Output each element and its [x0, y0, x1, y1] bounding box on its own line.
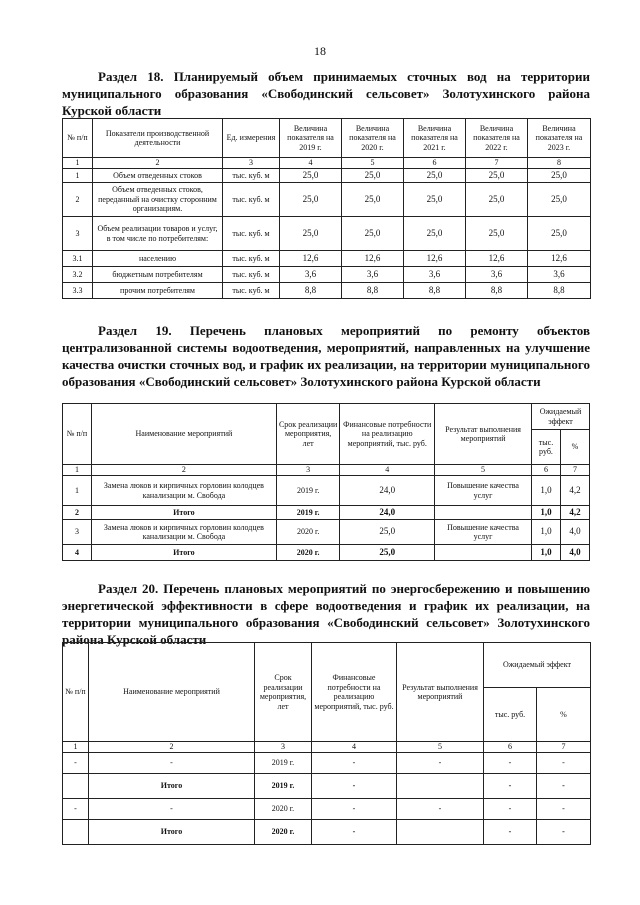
section-20-table [62, 642, 591, 845]
financing: - [312, 799, 397, 820]
activity-name: - [89, 799, 255, 820]
unit: тыс. куб. м [223, 283, 280, 299]
effect-rub: - [484, 774, 537, 799]
header-cell: Финансовые потребности на реализацию мероприятий, тыс. руб. [340, 404, 435, 465]
value-2022: 25,0 [466, 169, 528, 183]
indicator-name: бюджетным потребителям [93, 267, 223, 283]
indicator-name: Объем отведенных стоков, переданный на очистку сторонним организациям. [93, 183, 223, 217]
indicator-name: населению [93, 251, 223, 267]
activity-name: Замена люков и кирпичных горловин колодцев канализации м. Свобода [91, 476, 276, 506]
column-number: 3 [255, 742, 312, 753]
effect-percent: - [537, 753, 591, 774]
row-number: 3.1 [63, 251, 93, 267]
activity-name: Итого [91, 506, 276, 520]
column-number-row [63, 465, 590, 476]
section-20-heading: Раздел 20. Перечень плановых мероприятий по энергосбережению и повышению энергетической эффективности в сфере водоотведения и график их реализации, на территории муниципального образования «Свободинский сельсовет» Золотухинского района Курской области [62, 581, 590, 647]
effect-rub: - [484, 753, 537, 774]
unit: тыс. куб. м [223, 267, 280, 283]
header-cell: Величина показателя на 2021 г. [404, 119, 466, 158]
column-number: 7 [466, 158, 528, 169]
table-row [63, 545, 590, 561]
row-number [63, 820, 89, 845]
row-number: - [63, 799, 89, 820]
period: 2020 г. [255, 799, 312, 820]
section-19-table [62, 403, 590, 561]
indicator-name: Объем реализации товаров и услуг, в том числе по потребителям: [93, 217, 223, 251]
value-2020: 8,8 [342, 283, 404, 299]
result [435, 506, 532, 520]
header-cell: № п/п [63, 119, 93, 158]
unit: тыс. куб. м [223, 169, 280, 183]
table-row [63, 283, 591, 299]
value-2022: 3,6 [466, 267, 528, 283]
column-number: 6 [484, 742, 537, 753]
header-cell: № п/п [63, 643, 89, 742]
header-cell: Ожидаемый эффект [532, 404, 590, 430]
header-cell: Срок реализации мероприятия, лет [255, 643, 312, 742]
period: 2020 г. [276, 545, 340, 561]
activity-name: Итого [89, 820, 255, 845]
value-2020: 12,6 [342, 251, 404, 267]
value-2021: 8,8 [404, 283, 466, 299]
column-number: 2 [93, 158, 223, 169]
row-number: 4 [63, 545, 92, 561]
row-number: 2 [63, 183, 93, 217]
column-number: 8 [528, 158, 591, 169]
effect-percent: - [537, 799, 591, 820]
activity-name: - [89, 753, 255, 774]
column-number-row [63, 158, 591, 169]
header-cell: Показатели производственной деятельности [93, 119, 223, 158]
value-2023: 3,6 [528, 267, 591, 283]
section-18-table [62, 118, 591, 299]
value-2022: 12,6 [466, 251, 528, 267]
row-number: 2 [63, 506, 92, 520]
header-cell: Величина показателя на 2022 г. [466, 119, 528, 158]
header-cell: Результат выполнения мероприятий [435, 404, 532, 465]
row-number: 1 [63, 476, 92, 506]
result [435, 545, 532, 561]
value-2021: 25,0 [404, 217, 466, 251]
column-number: 5 [342, 158, 404, 169]
financing: 25,0 [340, 545, 435, 561]
column-number: 3 [276, 465, 340, 476]
table-row [63, 251, 591, 267]
header-cell: % [537, 688, 591, 742]
financing: - [312, 820, 397, 845]
period: 2020 г. [255, 820, 312, 845]
header-cell: Ед. измерения [223, 119, 280, 158]
activity-name: Итого [89, 774, 255, 799]
effect-rub: 1,0 [532, 520, 561, 545]
effect-rub: - [484, 820, 537, 845]
header-cell: % [560, 430, 589, 465]
value-2021: 25,0 [404, 183, 466, 217]
row-number: 1 [63, 169, 93, 183]
table-header-row [63, 404, 590, 430]
column-number: 6 [532, 465, 561, 476]
row-number: 3.2 [63, 267, 93, 283]
effect-percent: 4,2 [560, 506, 589, 520]
page-number: 18 [314, 44, 326, 58]
effect-rub: 1,0 [532, 476, 561, 506]
column-number: 4 [280, 158, 342, 169]
value-2020: 3,6 [342, 267, 404, 283]
value-2022: 25,0 [466, 217, 528, 251]
table-header-row [63, 119, 591, 158]
activity-name: Итого [91, 545, 276, 561]
table-row [63, 169, 591, 183]
table-row [63, 520, 590, 545]
effect-percent: - [537, 820, 591, 845]
table-row [63, 799, 591, 820]
column-number: 2 [91, 465, 276, 476]
period: 2019 г. [276, 476, 340, 506]
table-row [63, 820, 591, 845]
header-cell: Величина показателя на 2023 г. [528, 119, 591, 158]
column-number: 2 [89, 742, 255, 753]
table-row [63, 183, 591, 217]
header-cell: тыс. руб. [484, 688, 537, 742]
column-number: 7 [560, 465, 589, 476]
financing: 25,0 [340, 520, 435, 545]
value-2022: 25,0 [466, 183, 528, 217]
value-2023: 25,0 [528, 169, 591, 183]
value-2019: 3,6 [280, 267, 342, 283]
value-2023: 12,6 [528, 251, 591, 267]
value-2019: 25,0 [280, 169, 342, 183]
financing: - [312, 753, 397, 774]
header-cell: Величина показателя на 2019 г. [280, 119, 342, 158]
header-cell: Величина показателя на 2020 г. [342, 119, 404, 158]
unit: тыс. куб. м [223, 217, 280, 251]
column-number: 1 [63, 742, 89, 753]
table-row [63, 217, 591, 251]
indicator-name: Объем отведенных стоков [93, 169, 223, 183]
column-number: 1 [63, 465, 92, 476]
value-2021: 3,6 [404, 267, 466, 283]
value-2021: 25,0 [404, 169, 466, 183]
column-number: 6 [404, 158, 466, 169]
effect-rub: - [484, 799, 537, 820]
value-2022: 8,8 [466, 283, 528, 299]
header-cell: тыс. руб. [532, 430, 561, 465]
result: - [397, 799, 484, 820]
table-row [63, 267, 591, 283]
header-cell: Наименование мероприятий [91, 404, 276, 465]
value-2019: 25,0 [280, 217, 342, 251]
financing: 24,0 [340, 476, 435, 506]
table-row [63, 753, 591, 774]
section-19-heading: Раздел 19. Перечень плановых мероприятий по ремонту объектов централизованной системы водоотведения, мероприятий, направленных на улучшение качества очистки сточных вод, и график их реализации, на территории муниципального образования «Свободинский сельсовет» Золотухинского района Курской области [62, 323, 590, 389]
period: 2019 г. [276, 506, 340, 520]
column-number: 1 [63, 158, 93, 169]
value-2023: 25,0 [528, 217, 591, 251]
result: - [397, 753, 484, 774]
value-2021: 12,6 [404, 251, 466, 267]
table-row [63, 774, 591, 799]
activity-name: Замена люков и кирпичных горловин колодцев канализации м. Свобода [91, 520, 276, 545]
value-2019: 12,6 [280, 251, 342, 267]
column-number-row [63, 742, 591, 753]
financing: - [312, 774, 397, 799]
effect-rub: 1,0 [532, 506, 561, 520]
value-2019: 8,8 [280, 283, 342, 299]
indicator-name: прочим потребителям [93, 283, 223, 299]
unit: тыс. куб. м [223, 251, 280, 267]
column-number: 4 [340, 465, 435, 476]
row-number: 3.3 [63, 283, 93, 299]
value-2023: 8,8 [528, 283, 591, 299]
effect-percent: - [537, 774, 591, 799]
column-number: 4 [312, 742, 397, 753]
effect-percent: 4,0 [560, 545, 589, 561]
header-cell: Финансовые потребности на реализацию мероприятий, тыс. руб. [312, 643, 397, 742]
unit: тыс. куб. м [223, 183, 280, 217]
result: Повышение качества услуг [435, 520, 532, 545]
effect-percent: 4,2 [560, 476, 589, 506]
row-number [63, 774, 89, 799]
effect-percent: 4,0 [560, 520, 589, 545]
value-2023: 25,0 [528, 183, 591, 217]
value-2020: 25,0 [342, 169, 404, 183]
header-cell: Результат выполнения мероприятий [397, 643, 484, 742]
row-number: 3 [63, 520, 92, 545]
result [397, 774, 484, 799]
row-number: - [63, 753, 89, 774]
value-2020: 25,0 [342, 183, 404, 217]
value-2020: 25,0 [342, 217, 404, 251]
header-cell: № п/п [63, 404, 92, 465]
result [397, 820, 484, 845]
period: 2020 г. [276, 520, 340, 545]
period: 2019 г. [255, 753, 312, 774]
column-number: 7 [537, 742, 591, 753]
table-row [63, 476, 590, 506]
value-2019: 25,0 [280, 183, 342, 217]
table-header-row [63, 643, 591, 688]
effect-rub: 1,0 [532, 545, 561, 561]
column-number: 5 [435, 465, 532, 476]
table-row [63, 506, 590, 520]
column-number: 5 [397, 742, 484, 753]
header-cell: Срок реализации мероприятия, лет [276, 404, 340, 465]
financing: 24,0 [340, 506, 435, 520]
result: Повышение качества услуг [435, 476, 532, 506]
header-cell: Ожидаемый эффект [484, 643, 591, 688]
row-number: 3 [63, 217, 93, 251]
column-number: 3 [223, 158, 280, 169]
period: 2019 г. [255, 774, 312, 799]
header-cell: Наименование мероприятий [89, 643, 255, 742]
section-18-heading: Раздел 18. Планируемый объем принимаемых сточных вод на территории муниципального образования «Свободинский сельсовет» Золотухинского района Курской области [62, 69, 590, 118]
